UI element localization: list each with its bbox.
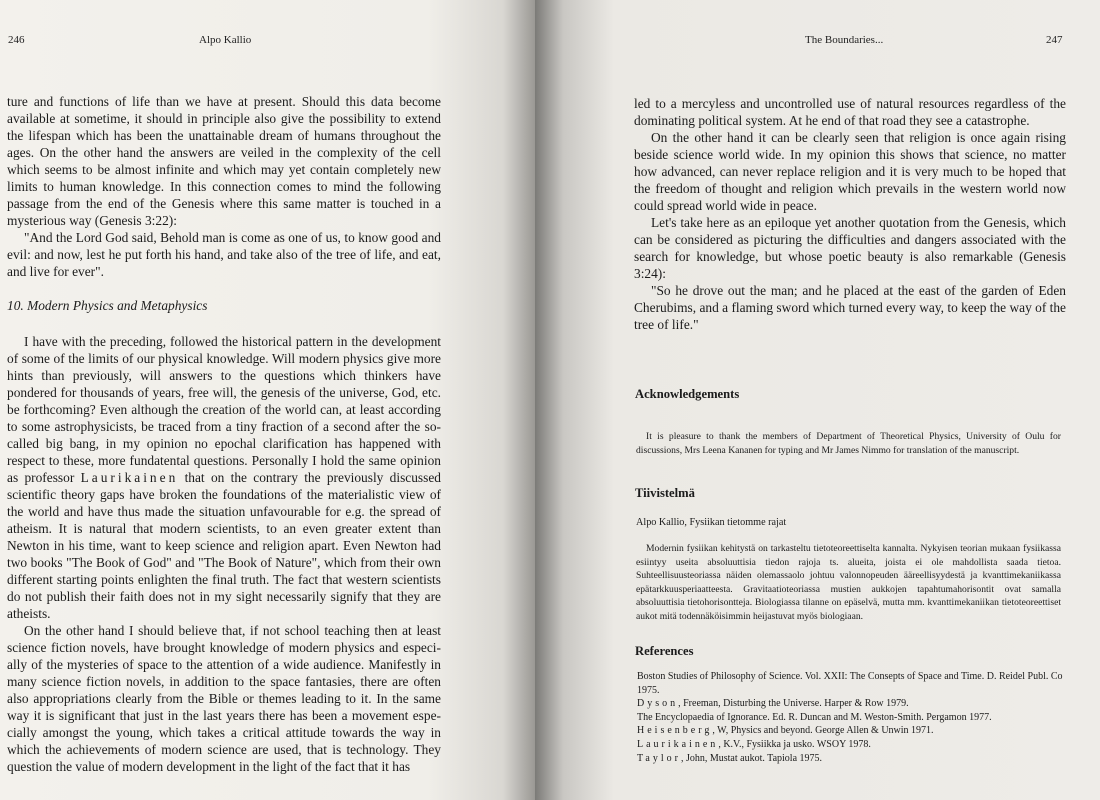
reference-item — [637, 738, 1067, 752]
paragraph-continuation: ture and functions of life than we have at present. Should this data become available at sometime, it should in principle also give the possibility to extend the lifespan which has been the unattainable dream of humans throughout the ages. On the other hand the answers are veiled in the complexity of the cell which seems to be almost infinite and which may yet contain completely new limits to human knowledge. In this connection comes to mind the following passage from the end of the Genesis where this same matter is touched in a mysterious way (Genesis 3:22): — [7, 94, 441, 228]
right-body-text — [634, 95, 1066, 333]
genesis-quote-3-24: "So he drove out the man; and he placed at the east of the garden of Eden Cherubims, and a flaming sword which turned every way, to keep the way of the tree of life." — [634, 283, 1066, 332]
genesis-quote-3-22: "And the Lord God said, Behold man is come as one of us, to know good and evil: and now, lest he put forth his hand, and take also of the tree of life, and eat, and live for ever". — [7, 230, 441, 279]
summary-text — [636, 542, 1061, 623]
paragraph-limits-part2: that on the contrary the previously discussed scientific theory gaps have broken the foundations of the materialistic view of the world and have thus made the situation unfavourable for e.g. the spread of atheism. It is natural that modern scientists, to an even greater extent than Newton in his time, want to keep science and religion apart. Even Newton had two books "The Book of God" and "The Book of Nature", which from their own different starting points enlighten the final truth. The fact that western scientists do not publish their faith does not in my sight necessarily signify that they are atheists. — [7, 470, 441, 621]
reference-item — [637, 724, 1067, 738]
paragraph-continuation-right: led to a mercyless and uncontrolled use of natural resources regardless of the dominating political system. At he end of that road they see a catastrophe. — [634, 96, 1066, 128]
running-head-author: Alpo Kallio — [199, 34, 252, 46]
reference-details: , K.V., Fysiikka ja usko. WSOY 1978. — [718, 738, 871, 750]
paragraph-epiloque: Let's take here as an epiloque yet another quotation from the Genesis, which can be considered as picturing the difficulties and dangers associated with the search for knowledge, but whose poetic beauty is also remarkable (Genesis 3:24): — [634, 215, 1066, 281]
right-page — [535, 0, 1100, 800]
summary-byline-text: Alpo Kallio, Fysiikan tietomme rajat — [636, 517, 787, 528]
acknowledgements-heading: Acknowledgements — [635, 387, 740, 401]
paragraph-science-fiction: On the other hand I should believe that, if not school teaching then at least science fiction novels, have brought knowledge of modern physics and especially of the mysteries of space to the attention of a wide audience. Manifestly in many science fiction novels, in addition to the space fantasies, there are often also appropriations clearly from the Bible or themes leading to it. In the same way it is significant that just in the last years there has been a movement especially amongst the young, which takes a critical attitude towards the way in which the achievements of modern science are used, that is technology. They question the value of modern development in the light of the fact that it has — [7, 623, 441, 774]
page-number-right: 247 — [1046, 34, 1063, 46]
page-number-left: 246 — [8, 34, 25, 46]
author-name-spaced: Laurikainen — [80, 470, 179, 485]
reference-author: Laurikainen — [637, 738, 719, 750]
reference-item — [637, 697, 1067, 711]
reference-item — [637, 752, 1067, 766]
running-head-title: The Boundaries... — [805, 34, 884, 46]
section-heading: 10. Modern Physics and Metaphysics — [7, 298, 208, 313]
reference-details: , W, Physics and beyond. George Allen & Unwin 1971. — [712, 725, 934, 737]
acknowledgements-paragraph: It is pleasure to thank the members of Department of Theoretical Physics, University of Oulu for discussions, Mrs Leena Kananen for typing and Mr James Nimmo for translation of the manuscript. — [636, 431, 1061, 456]
references-list — [637, 670, 1067, 765]
left-page — [0, 0, 535, 800]
summary-paragraph: Modernin fysiikan kehitystä on tarkasteltu tietoteoreettiselta kannalta. Nykyisen teorian mukaan fysiikassa esiintyy useita absoluuttisia tiedon rajoja ts. alueita, joista ei ole mahdollista saada tietoa. Suhteellisuusteoriassa näiden olemassaolo johtuu valonnopeuden ääreellisyydestä ja kvanttimekaniikassa epätarkkuusperiaatteesta. Gravitaatioteoriassa mustien aukkojen tapahtumahorisontit ovat samalla absoluuttisia tietohorisontteja. Biologiassa tilanne on epäselvä, mutta mm. kvanttimekaniikan tietoteoreettiset aukot mitä todennäköisimmin heijastuvat myös biologiaan. — [636, 543, 1061, 622]
paragraph-limits — [7, 333, 441, 622]
paragraph-religion: On the other hand it can be clearly seen that religion is once again rising beside science world wide. In my opinion this shows that science, no matter how advanced, can never replace religion and it is very much to be hoped that the freedom of thought and religion which prevails in the western world now could spread world wide in peace. — [634, 130, 1066, 213]
reference-details: Boston Studies of Philosophy of Science. Vol. XXII: The Consepts of Space and Time. D. Reidel Publ. Co 1975. — [637, 671, 1063, 696]
paragraph-limits-part1: I have with the preceding, followed the historical pattern in the development of some of the limits of our physical knowledge. Will modern physics give more hints than previously, will answers to the questions which thinkers have pondered for thousands of years, free will, the genesis of the universe, God, etc. be forthcoming? Even although the creation of the world can, at least according to some astrophysicists, be traced from a tiny fraction of a second after the so-called big bang, in my opinion no epochal clarification has happened with respect to these, more fundatental questions. Personally I hold the same opinion as professor — [7, 334, 441, 485]
reference-author: Taylor — [637, 752, 681, 764]
reference-author: Heisenberg — [637, 725, 713, 737]
reference-details: , John, Mustat aukot. Tapiola 1975. — [680, 752, 823, 764]
reference-author: Dyson — [637, 698, 679, 710]
reference-details: , Freeman, Disturbing the Universe. Harper & Row 1979. — [678, 698, 909, 710]
summary-byline — [636, 516, 1061, 530]
reference-details: The Encyclopaedia of Ignorance. Ed. R. Duncan and M. Weston-Smith. Pergamon 1977. — [637, 711, 992, 723]
reference-item — [637, 711, 1067, 725]
acknowledgements-text — [636, 430, 1061, 457]
reference-item — [637, 670, 1067, 697]
references-heading: References — [635, 644, 694, 658]
left-body-text — [7, 93, 441, 775]
summary-heading: Tiivistelmä — [635, 486, 695, 500]
